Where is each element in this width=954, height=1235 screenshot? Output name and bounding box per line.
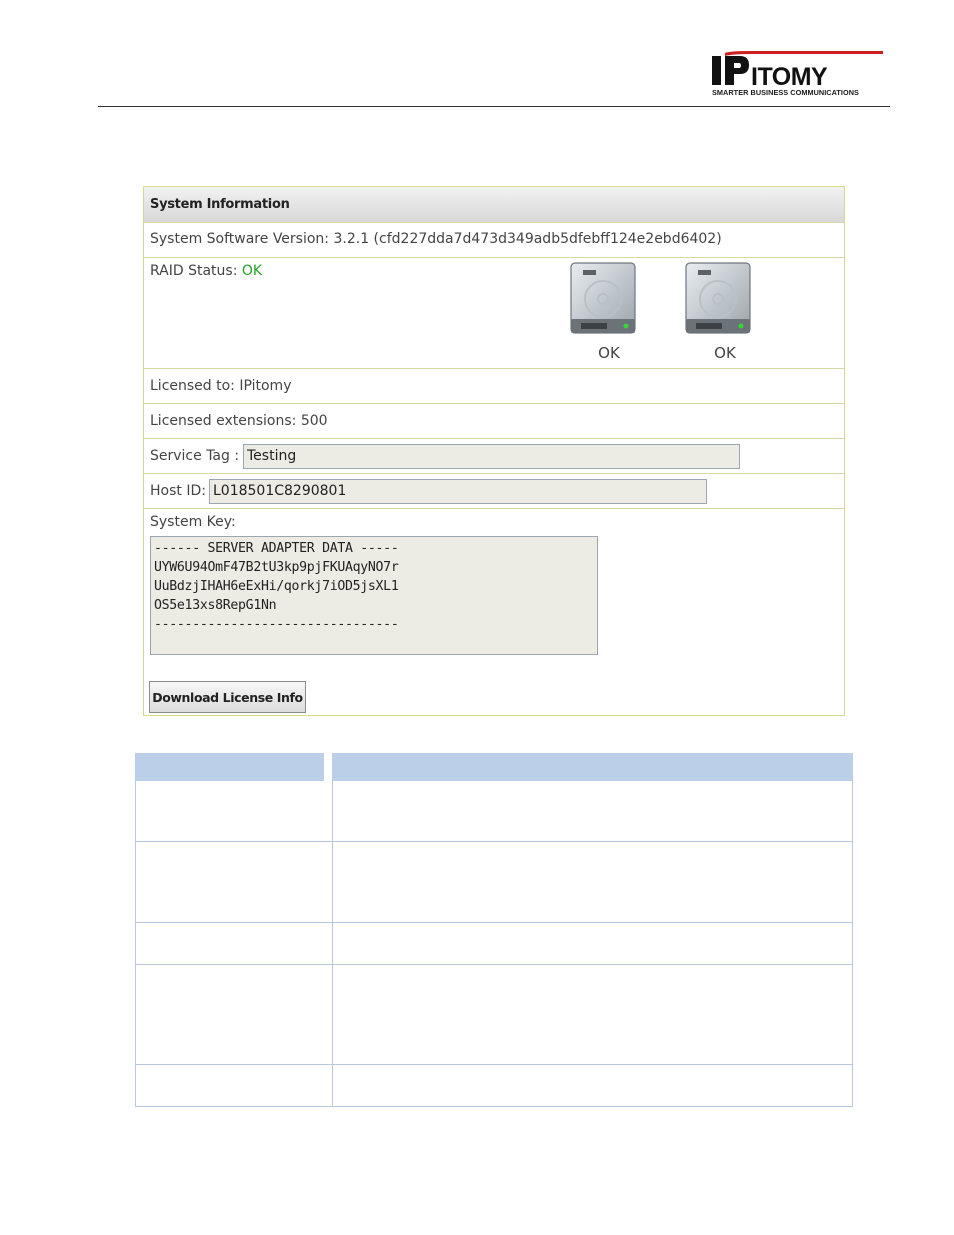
software-version-row — [144, 223, 844, 258]
host-id-input[interactable]: L018501C8290801 — [209, 479, 707, 504]
hard-drive-icon — [682, 261, 754, 339]
software-version-label: System Software Version: — [150, 231, 330, 247]
table-row — [135, 1064, 853, 1065]
raid-status-row — [144, 258, 844, 369]
software-version-value: 3.2.1 (cfd227dda7d473d349adb5dfebff124e2ebd6402) — [333, 231, 722, 247]
system-key-label: System Key: — [150, 514, 236, 530]
licensed-extensions-label: Licensed extensions: — [150, 413, 297, 429]
licensed-to-label: Licensed to: — [150, 378, 235, 394]
logo-tagline: SMARTER BUSINESS COMMUNICATIONS — [712, 88, 859, 97]
table-row — [135, 964, 853, 965]
hard-drive-icon — [567, 261, 639, 339]
table-header-cell — [135, 753, 324, 781]
panel-header — [144, 187, 844, 223]
raid-status-label: RAID Status: — [150, 263, 238, 279]
drive-status-label: OK — [598, 344, 620, 362]
panel-title: System Information — [150, 197, 290, 212]
table-row — [135, 1106, 853, 1107]
header-divider — [98, 106, 890, 107]
licensed-extensions-row — [144, 404, 844, 439]
system-key-textarea[interactable]: ------ SERVER ADAPTER DATA ----- UYW6U94OmF47B2tU3kp9pjFKUAqyNO7r UuBdzjIHAH6eExHi/qorkj7iOD5jsXL1 OS5e13xs8RepG1Nn -------------------------------- — [150, 536, 598, 655]
svg-text:ITOMY: ITOMY — [751, 63, 828, 91]
download-license-info-button[interactable]: Download License Info — [149, 681, 306, 713]
description-table — [135, 753, 853, 1107]
service-tag-input[interactable]: Testing — [243, 444, 740, 469]
drive-status-label: OK — [714, 344, 736, 362]
raid-status-value: OK — [241, 263, 263, 279]
table-header-cell — [332, 753, 853, 781]
system-key-row — [144, 509, 844, 714]
table-row — [135, 922, 853, 923]
host-id-label: Host ID: — [150, 483, 206, 499]
licensed-to-value: IPitomy — [239, 378, 292, 394]
licensed-extensions-value: 500 — [300, 413, 328, 429]
licensed-to-row — [144, 369, 844, 404]
system-information-panel — [143, 186, 845, 716]
service-tag-label: Service Tag : — [150, 448, 240, 464]
service-tag-row — [144, 439, 844, 474]
table-row — [135, 841, 853, 842]
host-id-row — [144, 474, 844, 509]
